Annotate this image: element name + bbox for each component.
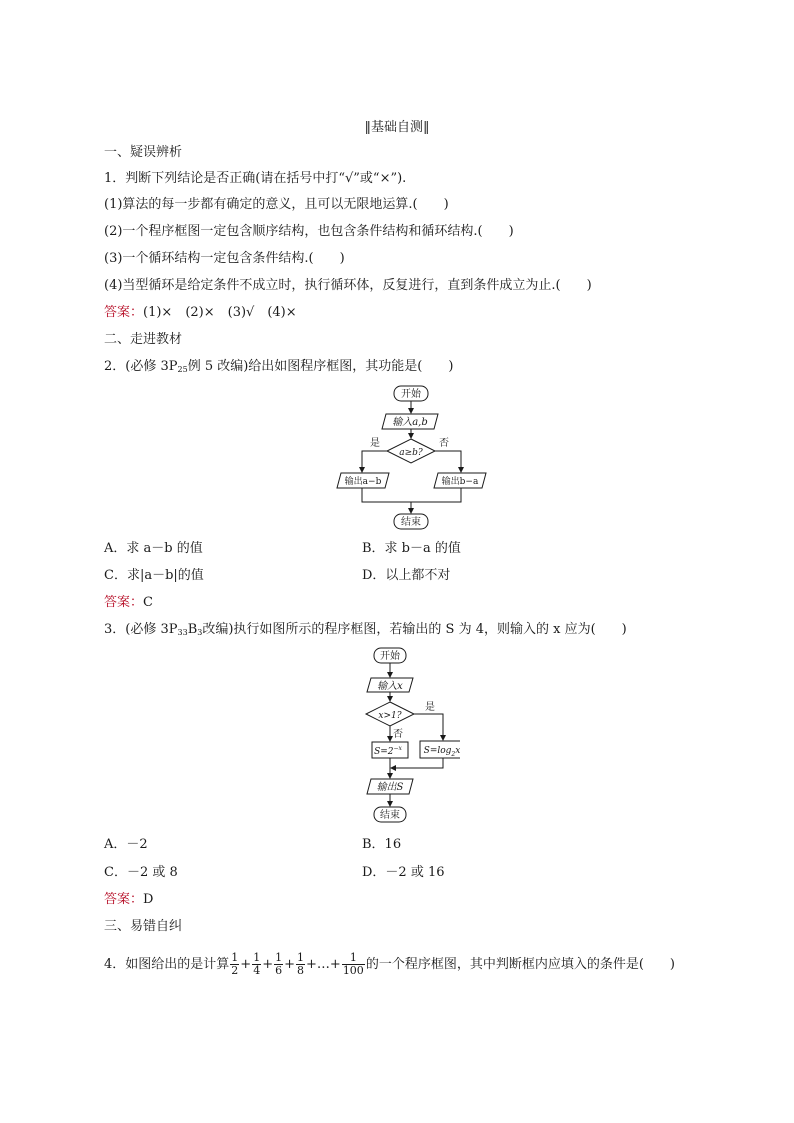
fraction-4: $\frac{1}{8}$ <box>297 951 304 977</box>
q2-yes-label: 是 <box>370 438 380 449</box>
q3-stem-mid: B <box>187 622 198 637</box>
q3-answer <box>104 891 153 909</box>
q2-option-a: A．求 a－b 的值 <box>104 541 203 556</box>
q1-answer <box>104 304 297 322</box>
q3-right-process-label <box>424 746 460 758</box>
q3-stem <box>104 621 627 642</box>
section-heading-2: 二、走进教材 <box>104 332 183 347</box>
q3-stem-sub1: 33 <box>177 628 188 637</box>
q3-no-label: 否 <box>393 729 403 740</box>
answer-label: 答案： <box>104 305 144 320</box>
q2-out-right-label: 输出b−a <box>441 477 479 487</box>
q3-right-tail: x <box>455 746 460 756</box>
answer-value: D <box>143 892 154 907</box>
q3-cond-label: x>1? <box>378 711 402 721</box>
page-title: ‖基础自测‖ <box>364 120 430 135</box>
q3-option-b: B．16 <box>362 837 402 852</box>
q2-out-left-label: 输出a−b <box>344 477 382 487</box>
fraction-5: $\frac{1}{100}$ <box>342 951 364 977</box>
q3-left-process-label <box>374 745 402 757</box>
ellipsis: … <box>316 957 330 972</box>
q2-option-d: D．以上都不对 <box>362 568 451 583</box>
plus-sign: + <box>329 957 341 972</box>
q4-stem <box>104 952 675 978</box>
q3-end-label: 结束 <box>380 810 400 821</box>
plus-sign: + <box>240 957 252 972</box>
fraction-1: $\frac{1}{2}$ <box>231 951 239 977</box>
q1-stem: 1．判断下列结论是否正确(请在括号中打“√”或“×”). <box>104 171 407 186</box>
q2-input-label: 输入a,b <box>392 417 428 428</box>
q3-output-label: 输出S <box>376 782 404 793</box>
fraction-3: $\frac{1}{6}$ <box>275 951 283 977</box>
answer-label: 答案： <box>104 892 144 907</box>
q4-stem-b: 的一个程序框图，其中判断框内应填入的条件是( ) <box>365 957 675 972</box>
q2-no-label: 否 <box>439 438 449 449</box>
q4-stem-a: 4．如图给出的是计算 <box>104 957 230 972</box>
q3-stem-b: 改编)执行如图所示的程序框图，若输出的 S 为 4，则输入的 x 应为( ) <box>202 622 627 637</box>
q1-item-2: (2)一个程序框图一定包含顺序结构，也包含条件结构和循环结构.( ) <box>104 224 514 239</box>
q2-start-label: 开始 <box>401 389 421 400</box>
section-heading-1: 一、疑误辨析 <box>104 145 183 160</box>
q2-stem-b: 例 5 改编)给出如图程序框图，其功能是( ) <box>187 359 454 374</box>
q3-stem-a: 3．(必修 3P <box>104 622 178 637</box>
q3-flowchart <box>350 644 460 830</box>
q2-stem-sub: 25 <box>177 365 188 374</box>
q3-option-a: A．－2 <box>104 837 148 852</box>
q2-option-b: B．求 b－a 的值 <box>362 541 461 556</box>
q3-stem-sub2: 3 <box>197 628 203 637</box>
q3-right-base: S=log <box>423 746 452 756</box>
q3-start-label: 开始 <box>380 651 400 662</box>
q3-input-label: 输入x <box>377 681 403 692</box>
q2-option-c: C．求|a－b|的值 <box>104 568 204 583</box>
q3-left-base: S=2 <box>374 747 394 757</box>
q2-flowchart <box>320 382 500 532</box>
q2-answer <box>104 594 153 612</box>
plus-sign: + <box>306 957 317 972</box>
answer-value: C <box>143 595 153 610</box>
answer-value: (1)× (2)× (3)√ (4)× <box>143 305 297 320</box>
q2-cond-label: a≥b? <box>399 448 423 458</box>
q3-option-d: D．－2 或 16 <box>362 865 445 880</box>
q1-item-3: (3)一个循环结构一定包含条件结构.( ) <box>104 251 345 266</box>
q2-end-label: 结束 <box>401 517 421 528</box>
q3-right-sub: 2 <box>451 751 456 758</box>
q2-stem <box>104 358 453 379</box>
plus-sign: + <box>284 957 295 972</box>
q3-yes-label: 是 <box>425 702 435 713</box>
q1-item-4: (4)当型循环是给定条件不成立时，执行循环体，反复进行，直到条件成立为止.( ) <box>104 278 592 293</box>
section-heading-3: 三、易错自纠 <box>104 919 183 934</box>
q1-item-1: (1)算法的每一步都有确定的意义，且可以无限地运算.( ) <box>104 197 449 212</box>
q2-stem-a: 2．(必修 3P <box>104 359 178 374</box>
fraction-2: $\frac{1}{4}$ <box>253 951 261 977</box>
answer-label: 答案： <box>104 595 144 610</box>
q3-option-c: C．－2 或 8 <box>104 865 178 880</box>
q3-left-sup: −x <box>393 745 402 752</box>
plus-sign: + <box>262 957 274 972</box>
